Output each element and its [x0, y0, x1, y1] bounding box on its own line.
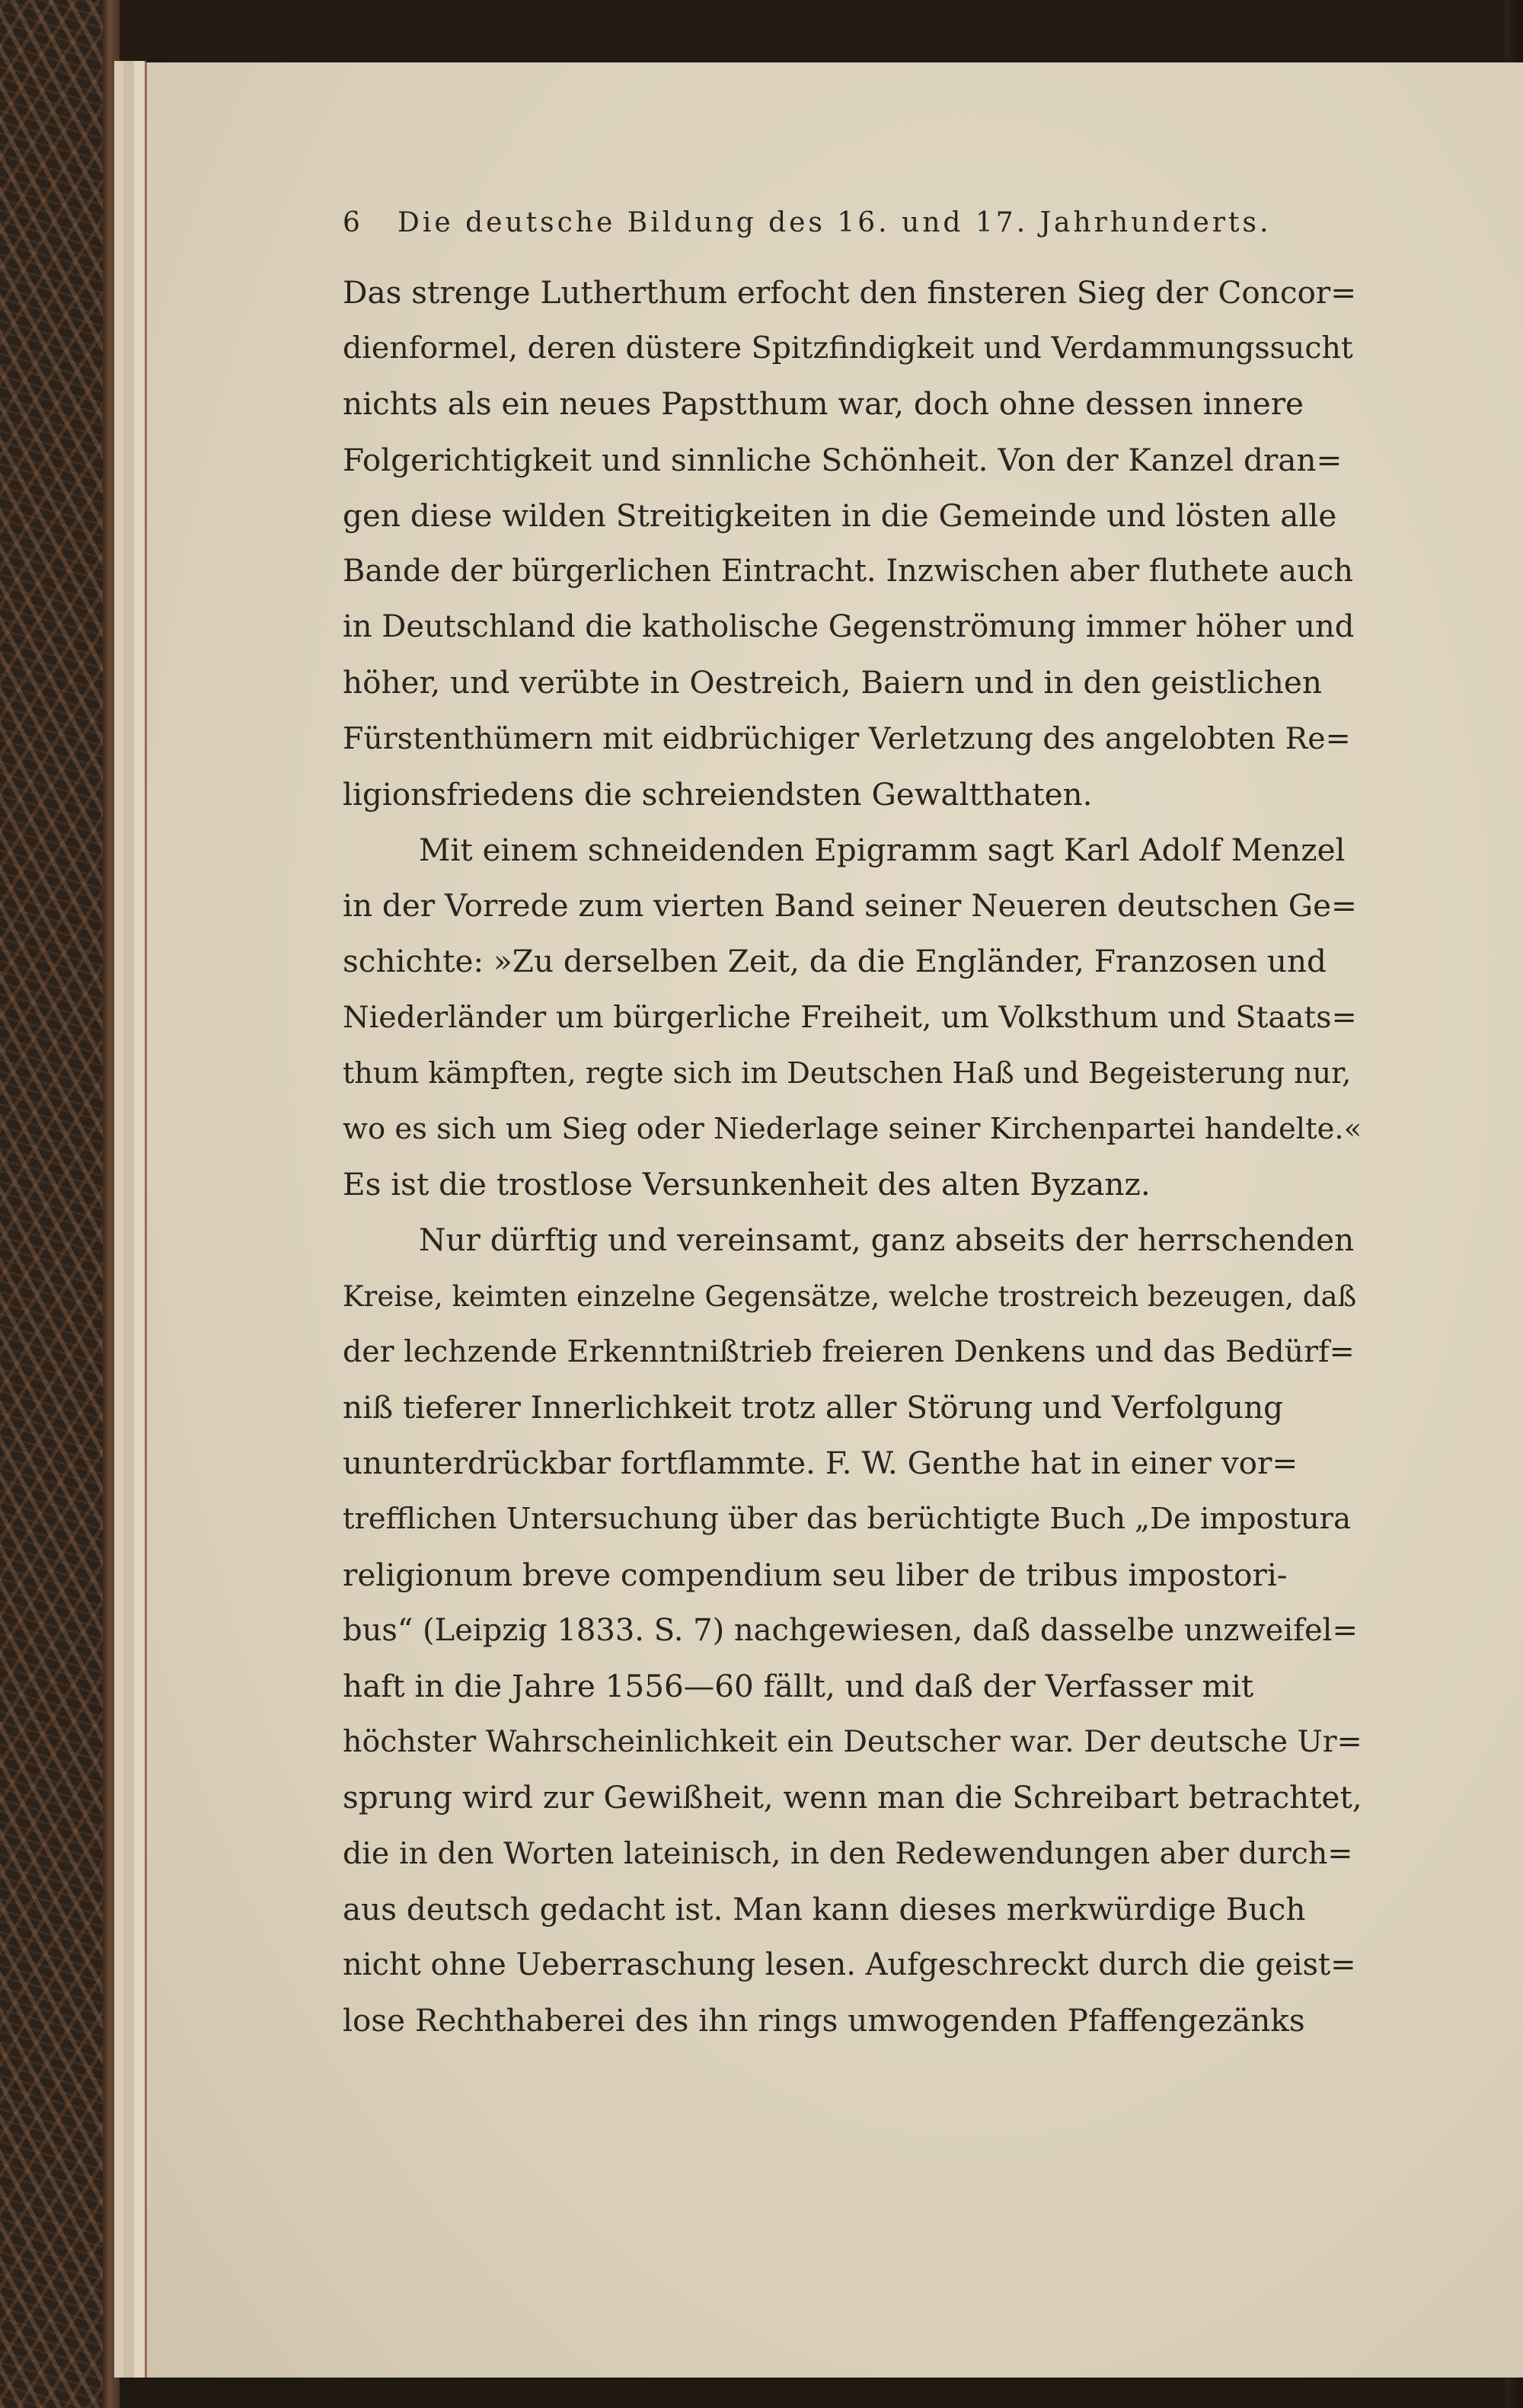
text-line: ununterdrückbar fortflammte. F. W. Genthe hat in einer vor=	[343, 1445, 1298, 1482]
paragraph	[343, 1212, 1363, 2049]
text-line: Bande der bürgerlichen Eintracht. Inzwischen aber fluthete auch	[343, 554, 1354, 589]
marbled-binding	[0, 0, 114, 2408]
text-line: lose Rechthaberei des ihn rings umwogenden Pfaffengezänks	[343, 2002, 1305, 2039]
text-line: ligionsfriedens die schreiendsten Gewaltthaten.	[343, 775, 1093, 813]
text-line: Das strenge Lutherthum erfocht den finsteren Sieg der Concor=	[343, 274, 1357, 311]
text-line: wo es sich um Sieg oder Niederlage seiner Kirchenpartei handelte.«	[343, 1112, 1362, 1147]
text-line: höher, und verübte in Oestreich, Baiern und in den geistlichen	[343, 664, 1322, 701]
paragraph	[343, 265, 1363, 822]
text-line: der lechzende Erkenntnißtrieb freieren Denkens und das Bedürf=	[343, 1333, 1355, 1369]
text-line: dienformel, deren düstere Spitzfindigkeit und Verdammungssucht	[343, 331, 1353, 366]
text-line: nichts als ein neues Papstthum war, doch ohne dessen innere	[343, 385, 1304, 423]
text-line: Es ist die trostlose Versunkenheit des alten Byzanz.	[343, 1166, 1151, 1203]
text-line: Kreise, keimten einzelne Gegensätze, welche trostreich bezeugen, daß	[343, 1279, 1357, 1313]
text-line: höchster Wahrscheinlichkeit ein Deutscher war. Der deutsche Ur=	[343, 1724, 1362, 1760]
text-line: thum kämpften, regte sich im Deutschen Haß und Begeisterung nur,	[343, 1055, 1352, 1090]
running-head: Die deutsche Bildung des 16. und 17. Jahrhunderts.	[398, 207, 1272, 238]
text-line: religionum breve compendium seu liber de tribus impostori-	[343, 1556, 1288, 1593]
text-line: aus deutsch gedacht ist. Man kann dieses merkwürdige Buch	[343, 1890, 1306, 1927]
text-line: Fürstenthümern mit eidbrüchiger Verletzung des angelobten Re=	[343, 720, 1351, 756]
text-line: Mit einem schneidenden Epigramm sagt Karl Adolf Menzel	[419, 832, 1346, 869]
text-line: gen diese wilden Streitigkeiten in die Gemeinde und lösten alle	[343, 497, 1337, 534]
text-line: Folgerichtigkeit und sinnliche Schönheit. Von der Kanzel dran=	[343, 441, 1343, 478]
body-text	[343, 265, 1363, 2049]
text-line: Nur dürftig und vereinsamt, ganz abseits der herrschenden	[419, 1222, 1355, 1259]
text-line: die in den Worten lateinisch, in den Redewendungen aber durch=	[343, 1835, 1353, 1871]
page-number: 6	[343, 207, 363, 238]
text-line: nicht ohne Ueberraschung lesen. Aufgeschreckt durch die geist=	[343, 1947, 1356, 1983]
text-line: Niederländer um bürgerliche Freiheit, um Volksthum und Staats=	[343, 999, 1357, 1035]
text-line: schichte: »Zu derselben Zeit, da die Engländer, Franzosen und	[343, 943, 1327, 980]
text-line: in Deutschland die katholische Gegenströmung immer höher und	[343, 609, 1355, 645]
paragraph	[343, 822, 1363, 1212]
text-line: haft in die Jahre 1556—60 fällt, und daß der Verfasser mit	[343, 1668, 1254, 1705]
text-line: niß tieferer Innerlichkeit trotz aller Störung und Verfolgung	[343, 1389, 1284, 1426]
text-line: sprung wird zur Gewißheit, wenn man die Schreibart betrachtet,	[343, 1779, 1362, 1816]
text-line: bus“ (Leipzig 1833. S. 7) nachgewiesen, daß dasselbe unzweifel=	[343, 1612, 1358, 1648]
background-top	[114, 0, 1523, 65]
text-line: in der Vorrede zum vierten Band seiner Neueren deutschen Ge=	[343, 887, 1357, 925]
text-line: trefflichen Untersuchung über das berüchtigte Buch „De impostura	[343, 1502, 1352, 1537]
